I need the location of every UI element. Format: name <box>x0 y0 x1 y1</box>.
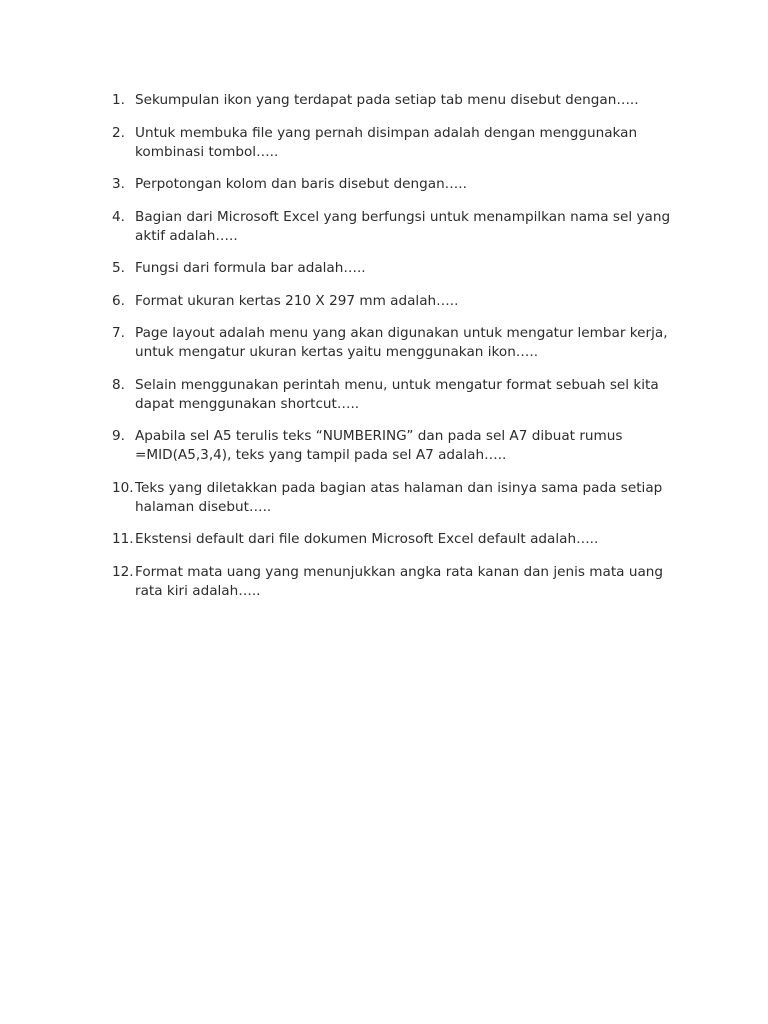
question-text: Format ukuran kertas 210 X 297 mm adalah….. <box>135 292 459 309</box>
question-number: 1. <box>112 92 125 108</box>
question-text: Selain menggunakan perintah menu, untuk mengatur format sebuah sel kita dapat menggunakan shortcut….. <box>135 376 659 412</box>
question-number: 8. <box>112 376 125 393</box>
question-text: Sekumpulan ikon yang terdapat pada setiap tab menu disebut dengan….. <box>135 92 639 108</box>
question-item <box>112 479 692 517</box>
question-list <box>112 91 692 614</box>
question-number: 2. <box>112 124 125 141</box>
question-item <box>112 124 692 162</box>
question-item <box>112 292 692 311</box>
question-text: Format mata uang yang menunjukkan angka rata kanan dan jenis mata uang rata kiri adalah….. <box>135 563 664 599</box>
question-text: Page layout adalah menu yang akan digunakan untuk mengatur lembar kerja, untuk mengatur ukuran kertas yaitu menggunakan ikon….. <box>135 325 668 360</box>
question-item <box>112 376 692 414</box>
question-number: 11. <box>112 531 134 547</box>
question-number: 6. <box>112 292 125 309</box>
question-text: Apabila sel A5 terulis teks “NUMBERING” dan pada sel A7 dibuat rumus =MID(A5,3,4), teks yang tampil pada sel A7 adalah….. <box>135 428 623 463</box>
question-text: Perpotongan kolom dan baris disebut dengan….. <box>135 176 467 192</box>
question-text: Fungsi dari formula bar adalah….. <box>135 260 366 276</box>
question-text: Bagian dari Microsoft Excel yang berfungsi untuk menampilkan nama sel yang aktif adalah….. <box>135 208 671 244</box>
question-item <box>112 175 692 194</box>
question-number: 5. <box>112 260 125 276</box>
question-number: 9. <box>112 428 125 444</box>
question-text: Teks yang diletakkan pada bagian atas halaman dan isinya sama pada setiap halaman disebut….. <box>135 479 663 515</box>
question-item <box>112 563 692 601</box>
question-text: Ekstensi default dari file dokumen Microsoft Excel default adalah….. <box>135 531 599 547</box>
question-number: 12. <box>112 563 134 580</box>
question-item <box>112 91 692 110</box>
question-text: Untuk membuka file yang pernah disimpan adalah dengan menggunakan kombinasi tombol….. <box>135 124 638 160</box>
question-item <box>112 427 692 465</box>
question-item <box>112 324 692 362</box>
question-item <box>112 259 692 278</box>
question-number: 10. <box>112 479 134 496</box>
question-item <box>112 208 692 246</box>
question-number: 3. <box>112 176 125 192</box>
question-number: 7. <box>112 325 125 341</box>
question-item <box>112 530 692 549</box>
question-number: 4. <box>112 208 125 225</box>
